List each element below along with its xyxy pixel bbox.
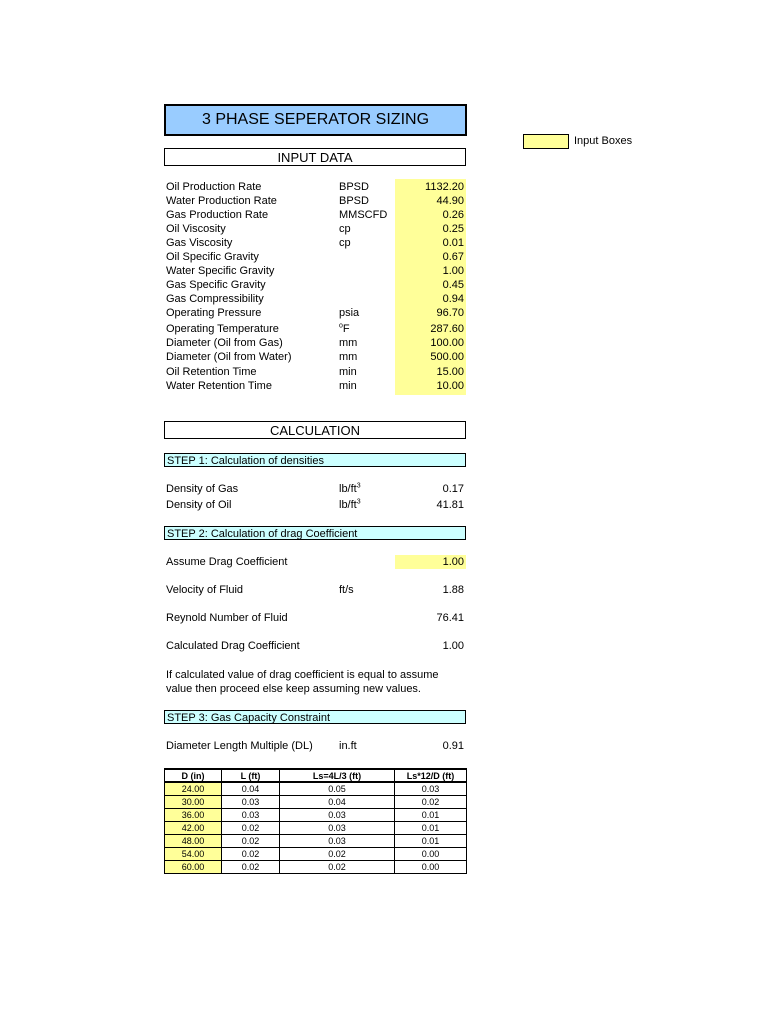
cell-d[interactable]: 24.00	[165, 782, 222, 795]
calc-value: 1.88	[442, 584, 464, 596]
input-unit: cp	[339, 223, 351, 235]
input-value[interactable]: 10.00	[436, 380, 464, 392]
table-row	[165, 834, 467, 847]
cell-ls12d: 0.00	[395, 847, 467, 860]
cell-l: 0.02	[222, 834, 280, 847]
cell-ls12d: 0.02	[395, 795, 467, 808]
page-title: 3 PHASE SEPERATOR SIZING	[164, 104, 467, 136]
input-unit: cp	[339, 237, 351, 249]
input-label: Water Specific Gravity	[166, 265, 275, 277]
input-value[interactable]: 96.70	[436, 307, 464, 319]
col-header-ls: Ls=4L/3 (ft)	[280, 769, 395, 782]
input-unit: BPSD	[339, 181, 369, 193]
step3-header: STEP 3: Gas Capacity Constraint	[164, 710, 466, 724]
input-label: Gas Production Rate	[166, 209, 269, 221]
input-unit: psia	[339, 307, 360, 319]
calc-value: 76.41	[436, 612, 464, 624]
cell-d[interactable]: 48.00	[165, 834, 222, 847]
calc-value: 0.91	[442, 740, 464, 752]
input-unit: mm	[339, 337, 358, 349]
input-unit: mm	[339, 351, 358, 363]
input-row	[166, 306, 466, 320]
input-unit: MMSCFD	[339, 209, 388, 221]
input-row	[166, 194, 466, 208]
input-label: Diameter (Oil from Gas)	[166, 337, 283, 349]
input-row	[166, 180, 466, 194]
calculation-heading: CALCULATION	[164, 421, 466, 439]
col-header-ls12d: Ls*12/D (ft)	[395, 769, 467, 782]
cell-d[interactable]: 36.00	[165, 808, 222, 821]
calc-row	[166, 555, 466, 569]
table-row	[165, 847, 467, 860]
input-unit: BPSD	[339, 195, 369, 207]
input-value[interactable]: 1.00	[442, 265, 464, 277]
input-row	[166, 250, 466, 264]
cell-l: 0.04	[222, 782, 280, 795]
table-row	[165, 782, 467, 795]
input-unit: min	[339, 380, 357, 392]
input-legend-label: Input Boxes	[574, 135, 633, 147]
input-label: Operating Temperature	[166, 323, 279, 335]
cell-d[interactable]: 60.00	[165, 860, 222, 873]
unit-text: lb/ft	[339, 483, 357, 495]
cell-d[interactable]: 54.00	[165, 847, 222, 860]
input-row	[166, 379, 466, 393]
calc-label: Velocity of Fluid	[166, 584, 244, 596]
cell-ls: 0.03	[280, 821, 395, 834]
table-row	[165, 808, 467, 821]
cell-d[interactable]: 30.00	[165, 795, 222, 808]
input-row	[166, 222, 466, 236]
degree-sup: o	[339, 322, 343, 330]
cell-ls: 0.05	[280, 782, 395, 795]
input-row	[166, 236, 466, 250]
unit-text: F	[342, 323, 350, 335]
unit-sup: 3	[356, 498, 361, 506]
step2-header: STEP 2: Calculation of drag Coefficient	[164, 526, 466, 540]
calc-row	[166, 498, 466, 512]
table-row	[165, 860, 467, 873]
input-value[interactable]: 100.00	[430, 337, 464, 349]
cell-l: 0.02	[222, 860, 280, 873]
input-value[interactable]: 44.90	[436, 195, 464, 207]
cell-ls12d: 0.01	[395, 808, 467, 821]
calc-row	[166, 611, 466, 625]
calc-label: Diameter Length Multiple (DL)	[166, 740, 313, 752]
input-row	[166, 365, 466, 379]
diameter-table	[164, 768, 467, 874]
calc-unit: ft/s	[339, 584, 354, 596]
table-row	[165, 821, 467, 834]
input-row	[166, 322, 466, 336]
calc-row	[166, 583, 466, 597]
calc-unit	[339, 482, 361, 496]
input-value[interactable]: 0.25	[442, 223, 464, 235]
input-label: Gas Compressibility	[166, 293, 264, 305]
input-label: Diameter (Oil from Water)	[166, 351, 292, 363]
input-row	[166, 292, 466, 306]
unit-sup: 3	[356, 482, 361, 490]
input-label: Oil Production Rate	[166, 181, 262, 193]
input-label: Oil Viscosity	[166, 223, 226, 235]
input-label: Gas Viscosity	[166, 237, 233, 249]
input-row	[166, 208, 466, 222]
cell-ls12d: 0.03	[395, 782, 467, 795]
input-row	[166, 350, 466, 364]
cell-l: 0.03	[222, 795, 280, 808]
cell-ls12d: 0.01	[395, 821, 467, 834]
calc-label: Density of Gas	[166, 483, 239, 495]
calc-unit: in.ft	[339, 740, 357, 752]
input-label: Water Production Rate	[166, 195, 277, 207]
calc-unit	[339, 498, 361, 512]
cell-ls: 0.04	[280, 795, 395, 808]
input-row	[166, 264, 466, 278]
cell-ls: 0.03	[280, 834, 395, 847]
input-value[interactable]: 0.01	[442, 237, 464, 249]
input-value[interactable]: 0.94	[442, 293, 464, 305]
calc-label: Reynold Number of Fluid	[166, 612, 288, 624]
cell-l: 0.03	[222, 808, 280, 821]
col-header-d: D (in)	[165, 769, 222, 782]
col-header-l: L (ft)	[222, 769, 280, 782]
input-label: Water Retention Time	[166, 380, 272, 392]
calc-label: Density of Oil	[166, 499, 232, 511]
cell-d[interactable]: 42.00	[165, 821, 222, 834]
input-label: Oil Retention Time	[166, 366, 257, 378]
step1-header: STEP 1: Calculation of densities	[164, 453, 466, 467]
calc-row	[166, 739, 466, 753]
input-value[interactable]: 15.00	[436, 366, 464, 378]
calc-row	[166, 639, 466, 653]
calc-row	[166, 482, 466, 496]
cell-l: 0.02	[222, 821, 280, 834]
table-header-row	[165, 769, 467, 782]
input-label: Operating Pressure	[166, 307, 262, 319]
cell-ls: 0.02	[280, 860, 395, 873]
input-value[interactable]: 287.60	[430, 323, 464, 335]
input-label: Gas Specific Gravity	[166, 279, 266, 291]
input-unit	[339, 322, 350, 336]
calc-value: 1.00	[442, 640, 464, 652]
input-value[interactable]: 0.67	[442, 251, 464, 263]
cell-ls: 0.02	[280, 847, 395, 860]
assume-drag-input[interactable]: 1.00	[442, 556, 464, 568]
drag-note: If calculated value of drag coefficient is equal to assume value then proceed else keep assuming new values.	[166, 669, 439, 695]
input-data-heading: INPUT DATA	[164, 148, 466, 166]
input-value[interactable]: 0.45	[442, 279, 464, 291]
calc-label: Assume Drag Coefficient	[166, 556, 288, 568]
cell-l: 0.02	[222, 847, 280, 860]
input-row	[166, 336, 466, 350]
input-label: Oil Specific Gravity	[166, 251, 259, 263]
input-value[interactable]: 1132.20	[425, 181, 464, 193]
unit-text: lb/ft	[339, 499, 357, 511]
cell-ls: 0.03	[280, 808, 395, 821]
input-unit: min	[339, 366, 357, 378]
calc-value: 0.17	[442, 483, 464, 495]
calc-value: 41.81	[436, 499, 464, 511]
input-value[interactable]: 500.00	[430, 351, 464, 363]
calc-label: Calculated Drag Coefficient	[166, 640, 300, 652]
cell-ls12d: 0.00	[395, 860, 467, 873]
input-row	[166, 278, 466, 292]
table-row	[165, 795, 467, 808]
input-value[interactable]: 0.26	[442, 209, 464, 221]
input-legend-swatch	[523, 134, 569, 149]
cell-ls12d: 0.01	[395, 834, 467, 847]
